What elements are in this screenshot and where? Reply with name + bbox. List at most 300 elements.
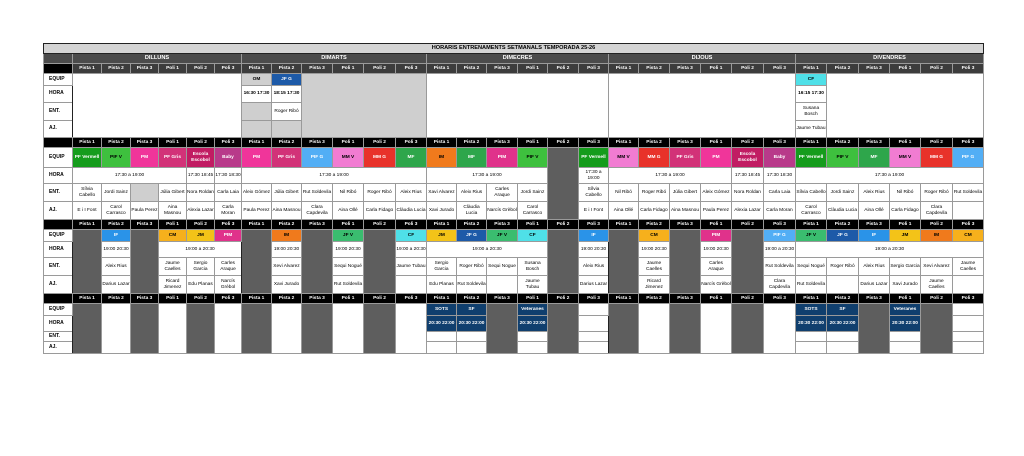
- schedule-cell: Júlia Gibert: [670, 184, 701, 202]
- column-header-row: [44, 138, 984, 148]
- schedule-cell: 17:30 a 19:00: [579, 168, 609, 184]
- team-tag: CM: [639, 230, 670, 242]
- schedule-cell: Poli 3: [764, 220, 796, 230]
- schedule-cell: 20:30 22:00: [457, 316, 487, 332]
- schedule-cell: Nil Ribó: [609, 184, 639, 202]
- team-tag: SOTS: [427, 304, 457, 316]
- schedule-cell: Poli 1: [333, 138, 364, 148]
- row-label: AJ.: [44, 276, 73, 294]
- schedule-cell: 19:00 20:30: [102, 242, 131, 258]
- schedule-cell: [953, 316, 984, 332]
- schedule-cell: [396, 304, 427, 354]
- team-tag: PF Gris: [670, 148, 701, 168]
- schedule-cell: [953, 304, 984, 316]
- team-tag: MM G: [364, 148, 396, 168]
- schedule-cell: Narcís Grèbol: [701, 276, 732, 294]
- day-header: DILLUNS: [73, 54, 242, 64]
- team-tag: IM: [427, 148, 457, 168]
- schedule-cell: Sergio Garcia: [187, 258, 215, 276]
- schedule-cell: Aina Masnou: [159, 202, 187, 220]
- schedule-cell: Poli 1: [159, 64, 187, 74]
- schedule-cell: Alexia Lazar: [187, 202, 215, 220]
- schedule-cell: Pista 3: [131, 220, 159, 230]
- team-tag: PIM: [487, 148, 518, 168]
- schedule-cell: Pista 2: [827, 138, 859, 148]
- schedule-cell: Pista 2: [272, 64, 302, 74]
- schedule-cell: Aleix Rius: [396, 184, 427, 202]
- schedule-cell: Poli 2: [732, 220, 764, 230]
- team-tag: SF: [827, 304, 859, 316]
- schedule-cell: 19:00 a 20:30: [427, 242, 548, 258]
- schedule-cell: Poli 1: [518, 64, 548, 74]
- schedule-cell: Jaume Caelles: [639, 258, 670, 276]
- schedule-cell: Xavi Jurado: [272, 276, 302, 294]
- schedule-cell: Pista 3: [859, 294, 890, 304]
- schedule-cell: Carla Moran: [215, 202, 242, 220]
- team-tag: PF Vermell: [73, 148, 102, 168]
- schedule-cell: Pista 1: [796, 294, 827, 304]
- schedule-cell: Pista 2: [102, 220, 131, 230]
- schedule-cell: Poli 1: [518, 138, 548, 148]
- schedule-cell: Pista 1: [609, 294, 639, 304]
- team-tag: MM V: [333, 148, 364, 168]
- team-tag: PF Gris: [272, 148, 302, 168]
- schedule-cell: Pista 2: [457, 294, 487, 304]
- schedule-cell: Júlia Gibert: [159, 184, 187, 202]
- schedule-cell: [859, 304, 890, 354]
- schedule-cell: 17:30 a 19:00: [427, 168, 548, 184]
- schedule-cell: [487, 304, 518, 354]
- schedule-cell: Poli 3: [764, 64, 796, 74]
- schedule-cell: Alexia Lazar: [732, 202, 764, 220]
- schedule-cell: [457, 342, 487, 354]
- schedule-cell: Pista 2: [639, 220, 670, 230]
- team-tag: CF: [396, 230, 427, 242]
- row-label: AJ.: [44, 121, 73, 138]
- schedule-cell: 17:30 18:45: [187, 168, 215, 184]
- schedule-cell: Pista 1: [73, 64, 102, 74]
- schedule-cell: Poli 1: [890, 220, 921, 230]
- schedule-cell: 17:30 a 19:00: [796, 168, 984, 184]
- schedule-cell: 17:30 18:45: [732, 168, 764, 184]
- schedule-cell: [302, 230, 333, 294]
- schedule-cell: E i I Font: [73, 202, 102, 220]
- schedule-cell: Xevi Alvarez: [272, 258, 302, 276]
- schedule-cell: Carles Araque: [487, 184, 518, 202]
- schedule-cell: Roger Ribó: [364, 184, 396, 202]
- schedule-cell: Ricard Jimenez: [639, 276, 670, 294]
- schedule-cell: Carla Laia: [764, 184, 796, 202]
- day-header: DIMARTS: [242, 54, 427, 64]
- schedule-cell: Clàudia Lucia: [827, 202, 859, 220]
- schedule-cell: Poli 1: [701, 138, 732, 148]
- schedule-cell: [187, 304, 215, 354]
- schedule-cell: 16:15 17:30: [796, 86, 827, 103]
- day-header: DIJOUS: [609, 54, 796, 64]
- schedule-cell: Pista 3: [131, 138, 159, 148]
- schedule-cell: Carles Araque: [215, 258, 242, 276]
- schedule-cell: [518, 332, 548, 342]
- schedule-cell: 17:30 a 19:00: [609, 168, 732, 184]
- schedule-cell: Poli 3: [215, 138, 242, 148]
- schedule-cell: Rut Soldevila: [953, 184, 984, 202]
- schedule-cell: [579, 342, 609, 354]
- schedule-cell: E i I Font: [579, 202, 609, 220]
- schedule-cell: Aina Ollé: [609, 202, 639, 220]
- schedule-cell: Sergio Garcia: [890, 258, 921, 276]
- schedule-cell: Rut Soldevila: [457, 276, 487, 294]
- schedule-cell: [487, 276, 518, 294]
- schedule-cell: Pista 3: [302, 64, 333, 74]
- schedule-cell: [890, 332, 921, 342]
- schedule-cell: Poli 3: [953, 294, 984, 304]
- schedule-cell: [579, 316, 609, 332]
- schedule-cell: Pista 1: [427, 138, 457, 148]
- schedule-cell: [827, 74, 984, 138]
- schedule-cell: Poli 1: [701, 294, 732, 304]
- schedule-cell: Susana Bosch: [518, 258, 548, 276]
- schedule-cell: Jaume Caelles: [159, 258, 187, 276]
- schedule-cell: Carles Araque: [701, 258, 732, 276]
- row-label: [44, 138, 73, 148]
- schedule-cell: [73, 230, 102, 294]
- schedule-cell: Aleix Rius: [859, 258, 890, 276]
- schedule-cell: 20:30 22:00: [827, 316, 859, 332]
- team-tag: SF: [457, 304, 487, 316]
- schedule-cell: Pista 1: [73, 220, 102, 230]
- schedule-cell: 17:30 18:30: [215, 168, 242, 184]
- schedule-cell: [764, 304, 796, 354]
- team-tag: JF V: [796, 230, 827, 242]
- row-label: ENT.: [44, 184, 73, 202]
- schedule-title: HORARIS ENTRENAMENTS SETMANALS TEMPORADA 25-26: [44, 44, 984, 54]
- row-label: [44, 64, 73, 74]
- team-tag: IF: [579, 230, 609, 242]
- schedule-cell: Poli 3: [579, 138, 609, 148]
- schedule-cell: 17:30 18:30: [764, 168, 796, 184]
- schedule-cell: Poli 3: [764, 294, 796, 304]
- team-tag: JF G: [272, 74, 302, 86]
- schedule-cell: Poli 2: [548, 138, 579, 148]
- schedule-cell: [827, 276, 859, 294]
- schedule-cell: Narcís Grèbol: [215, 276, 242, 294]
- schedule-cell: Sequi Nogué: [796, 258, 827, 276]
- schedule-cell: Sergio Garcia: [427, 258, 457, 276]
- schedule-cell: Poli 1: [159, 294, 187, 304]
- schedule-cell: Aleix Rius: [102, 258, 131, 276]
- schedule-cell: [732, 304, 764, 354]
- schedule-cell: Pista 2: [272, 220, 302, 230]
- column-header-row: [44, 220, 984, 230]
- schedule-cell: [302, 304, 333, 354]
- schedule-cell: Roger Ribó: [272, 103, 302, 121]
- schedule-cell: Jaume Tubau: [518, 276, 548, 294]
- schedule-cell: Poli 3: [953, 220, 984, 230]
- schedule-cell: Poli 1: [701, 64, 732, 74]
- schedule-cell: 19:00 a 20:30: [764, 242, 796, 258]
- team-tag: IM: [921, 230, 953, 242]
- team-tag: CF: [518, 230, 548, 242]
- row-label: HORA: [44, 316, 73, 332]
- team-tag: JM: [187, 230, 215, 242]
- schedule-cell: [272, 304, 302, 354]
- schedule-cell: Poli 1: [890, 138, 921, 148]
- schedule-cell: [159, 304, 187, 354]
- schedule-cell: [427, 342, 457, 354]
- column-header-row: [44, 294, 984, 304]
- team-tag: MF: [396, 148, 427, 168]
- schedule-cell: [609, 304, 639, 354]
- schedule-cell: [921, 304, 953, 354]
- day-header: DIMECRES: [427, 54, 609, 64]
- schedule-cell: [609, 74, 796, 138]
- schedule-cell: Aina Masnou: [272, 202, 302, 220]
- schedule-cell: Pista 3: [302, 220, 333, 230]
- schedule-cell: Carla Fidago: [364, 202, 396, 220]
- team-tag: PIM: [215, 230, 242, 242]
- schedule-cell: Pista 1: [609, 220, 639, 230]
- schedule-cell: Poli 3: [953, 138, 984, 148]
- schedule-cell: Edu Planas: [427, 276, 457, 294]
- schedule-cell: Aina Masnou: [670, 202, 701, 220]
- schedule-cell: Narcís Grèbol: [487, 202, 518, 220]
- schedule-cell: Poli 3: [215, 64, 242, 74]
- schedule-cell: [701, 304, 732, 354]
- schedule-cell: 19:00 a 20:30: [396, 242, 427, 258]
- team-tag: CF: [796, 74, 827, 86]
- row-label: AJ.: [44, 202, 73, 220]
- schedule-cell: [579, 304, 609, 316]
- schedule-cell: 20:30 22:00: [890, 316, 921, 332]
- schedule-cell: Pista 2: [827, 294, 859, 304]
- team-tag: PIF V: [102, 148, 131, 168]
- schedule-cell: Jordi Sainz: [827, 184, 859, 202]
- team-tag: MF: [457, 148, 487, 168]
- schedule-cell: Pista 1: [796, 138, 827, 148]
- schedule-cell: 17:30 a 19:00: [73, 168, 187, 184]
- schedule-cell: Aina Ollé: [859, 202, 890, 220]
- schedule-cell: Pista 3: [302, 138, 333, 148]
- schedule-cell: Pista 2: [457, 220, 487, 230]
- team-tag: PM: [131, 148, 159, 168]
- schedule-cell: [548, 304, 579, 354]
- schedule-cell: Poli 2: [921, 64, 953, 74]
- schedule-cell: Pista 3: [487, 294, 518, 304]
- schedule-cell: Clara Capdevila: [921, 202, 953, 220]
- schedule-cell: Poli 1: [890, 294, 921, 304]
- team-tag: JF G: [457, 230, 487, 242]
- schedule-cell: Pista 3: [487, 138, 518, 148]
- team-tag: IF: [859, 230, 890, 242]
- schedule-cell: Pista 1: [427, 64, 457, 74]
- schedule-cell: Pista 1: [242, 138, 272, 148]
- schedule-cell: Poli 3: [215, 220, 242, 230]
- schedule-cell: Jaume Tubau: [396, 258, 427, 276]
- schedule-cell: [427, 332, 457, 342]
- team-tag: JF V: [487, 230, 518, 242]
- schedule-cell: Poli 3: [579, 64, 609, 74]
- schedule-cell: [827, 342, 859, 354]
- schedule-cell: Pista 3: [302, 294, 333, 304]
- team-tag: JM: [427, 230, 457, 242]
- day-header: DIVENDRES: [796, 54, 984, 64]
- schedule-cell: 19:00 20:30: [639, 242, 670, 258]
- team-tag: JF G: [827, 230, 859, 242]
- schedule-cell: Pista 1: [609, 138, 639, 148]
- team-tag: PIF G: [302, 148, 333, 168]
- schedule-cell: Paula Perez: [242, 202, 272, 220]
- schedule-cell: [732, 230, 764, 294]
- team-tag: MM G: [921, 148, 953, 168]
- team-tag: PIM: [701, 230, 732, 242]
- schedule-cell: Aleix Rius: [579, 258, 609, 276]
- schedule-cell: Poli 2: [921, 220, 953, 230]
- schedule-cell: Jordi Sainz: [518, 184, 548, 202]
- column-header-row: [44, 64, 984, 74]
- row-label: ENT.: [44, 332, 73, 342]
- schedule-cell: Poli 1: [333, 64, 364, 74]
- schedule-cell: Aleix Rius: [457, 184, 487, 202]
- schedule-cell: Poli 3: [579, 220, 609, 230]
- team-tag: PM: [701, 148, 732, 168]
- schedule-cell: Poli 1: [518, 220, 548, 230]
- schedule-cell: Carla Fidago: [639, 202, 670, 220]
- schedule-cell: [670, 304, 701, 354]
- schedule-cell: [333, 304, 364, 354]
- schedule-cell: Xavi Jurado: [427, 202, 457, 220]
- schedule-cell: 19:00 20:30: [701, 242, 732, 258]
- schedule-cell: Nil Ribó: [333, 184, 364, 202]
- schedule-cell: Poli 2: [364, 220, 396, 230]
- schedule-cell: 17:30 a 19:00: [242, 168, 427, 184]
- schedule-cell: Poli 2: [921, 138, 953, 148]
- schedule-cell: Jordi Sainz: [102, 184, 131, 202]
- schedule-cell: Pista 3: [670, 64, 701, 74]
- team-tag: MM V: [609, 148, 639, 168]
- schedule-cell: Xavi Jurado: [890, 276, 921, 294]
- team-tag: IF: [102, 230, 131, 242]
- row-label: EQUIP: [44, 148, 73, 168]
- row-label: [44, 294, 73, 304]
- schedule-cell: Pista 2: [827, 220, 859, 230]
- team-tag: Baby: [215, 148, 242, 168]
- schedule-cell: 19:00 a 20:30: [159, 242, 242, 258]
- schedule-cell: Poli 2: [187, 138, 215, 148]
- schedule-cell: [364, 304, 396, 354]
- schedule-cell: Rut Soldevila: [764, 258, 796, 276]
- schedule-cell: 20:30 22:00: [796, 316, 827, 332]
- row-label: EQUIP: [44, 74, 73, 86]
- schedule-cell: [953, 276, 984, 294]
- schedule-cell: Sílvia Cabello: [796, 184, 827, 202]
- schedule-cell: Xevi Alvarez: [921, 258, 953, 276]
- schedule-cell: Aleix Rius: [859, 184, 890, 202]
- schedule-cell: Júlia Gibert: [272, 184, 302, 202]
- schedule-cell: Paula Perez: [131, 202, 159, 220]
- schedule-cell: [242, 304, 272, 354]
- schedule-cell: Poli 2: [364, 138, 396, 148]
- schedule-cell: [548, 148, 579, 220]
- schedule-cell: Poli 2: [548, 220, 579, 230]
- schedule-cell: Clara Capdevila: [302, 202, 333, 220]
- schedule-cell: Pista 3: [670, 138, 701, 148]
- schedule-cell: Roger Ribó: [827, 258, 859, 276]
- schedule-cell: 20:30 22:00: [518, 316, 548, 332]
- row-label: HORA: [44, 86, 73, 103]
- team-tag: PIF G: [764, 230, 796, 242]
- schedule-cell: [364, 230, 396, 294]
- schedule-cell: Pista 3: [670, 294, 701, 304]
- schedule-cell: Roger Ribó: [639, 184, 670, 202]
- schedule-cell: Pista 1: [796, 220, 827, 230]
- row-label: HORA: [44, 242, 73, 258]
- schedule-cell: Rut Soldevila: [333, 276, 364, 294]
- row-label: EQUIP: [44, 304, 73, 316]
- schedule-cell: Pista 2: [457, 64, 487, 74]
- schedule-table: [43, 43, 984, 354]
- team-tag: Escola Escobol: [732, 148, 764, 168]
- team-tag: PF Vermell: [579, 148, 609, 168]
- schedule-cell: Poli 1: [159, 220, 187, 230]
- schedule-cell: Pista 2: [102, 138, 131, 148]
- schedule-cell: [131, 230, 159, 294]
- team-tag: Veteranes: [890, 304, 921, 316]
- schedule-cell: [548, 230, 579, 294]
- schedule-cell: [302, 74, 427, 138]
- schedule-cell: Poli 3: [396, 64, 427, 74]
- schedule-cell: Pista 2: [102, 294, 131, 304]
- schedule-cell: Poli 1: [890, 64, 921, 74]
- schedule-cell: [953, 202, 984, 220]
- schedule-cell: Sílvia Cabello: [579, 184, 609, 202]
- schedule-cell: Poli 3: [764, 138, 796, 148]
- schedule-cell: Poli 3: [396, 220, 427, 230]
- team-tag: JF V: [333, 230, 364, 242]
- row-label: EQUIP: [44, 230, 73, 242]
- row-label: [44, 220, 73, 230]
- schedule-cell: Pista 2: [639, 64, 670, 74]
- schedule-cell: Sequi Nogué: [333, 258, 364, 276]
- schedule-cell: Roger Ribó: [921, 184, 953, 202]
- schedule-cell: Rut Soldevila: [796, 276, 827, 294]
- schedule-cell: [796, 342, 827, 354]
- schedule-cell: [272, 121, 302, 138]
- schedule-cell: Poli 3: [579, 294, 609, 304]
- team-tag: MF: [859, 148, 890, 168]
- schedule-cell: [131, 184, 159, 202]
- schedule-cell: [44, 54, 73, 64]
- schedule-cell: Carla Laia: [215, 184, 242, 202]
- schedule-cell: Pista 3: [487, 64, 518, 74]
- schedule-cell: Pista 3: [487, 220, 518, 230]
- schedule-cell: Poli 1: [701, 220, 732, 230]
- schedule-cell: Poli 2: [187, 294, 215, 304]
- schedule-cell: Darius Lazar: [859, 276, 890, 294]
- schedule-cell: Clara Capdevila: [764, 276, 796, 294]
- schedule-cell: [73, 74, 242, 138]
- schedule-cell: Pista 1: [242, 220, 272, 230]
- schedule-cell: 19:00 20:30: [272, 242, 302, 258]
- schedule-cell: Poli 2: [187, 220, 215, 230]
- schedule-cell: [953, 332, 984, 342]
- schedule-cell: Pista 1: [609, 64, 639, 74]
- schedule-cell: Jaume Tubau: [796, 121, 827, 138]
- schedule-cell: Clàudia Lucia: [396, 202, 427, 220]
- schedule-cell: Pista 1: [242, 64, 272, 74]
- schedule-cell: Susana Bosch: [796, 103, 827, 121]
- schedule-cell: Pista 2: [827, 64, 859, 74]
- team-tag: JM: [890, 230, 921, 242]
